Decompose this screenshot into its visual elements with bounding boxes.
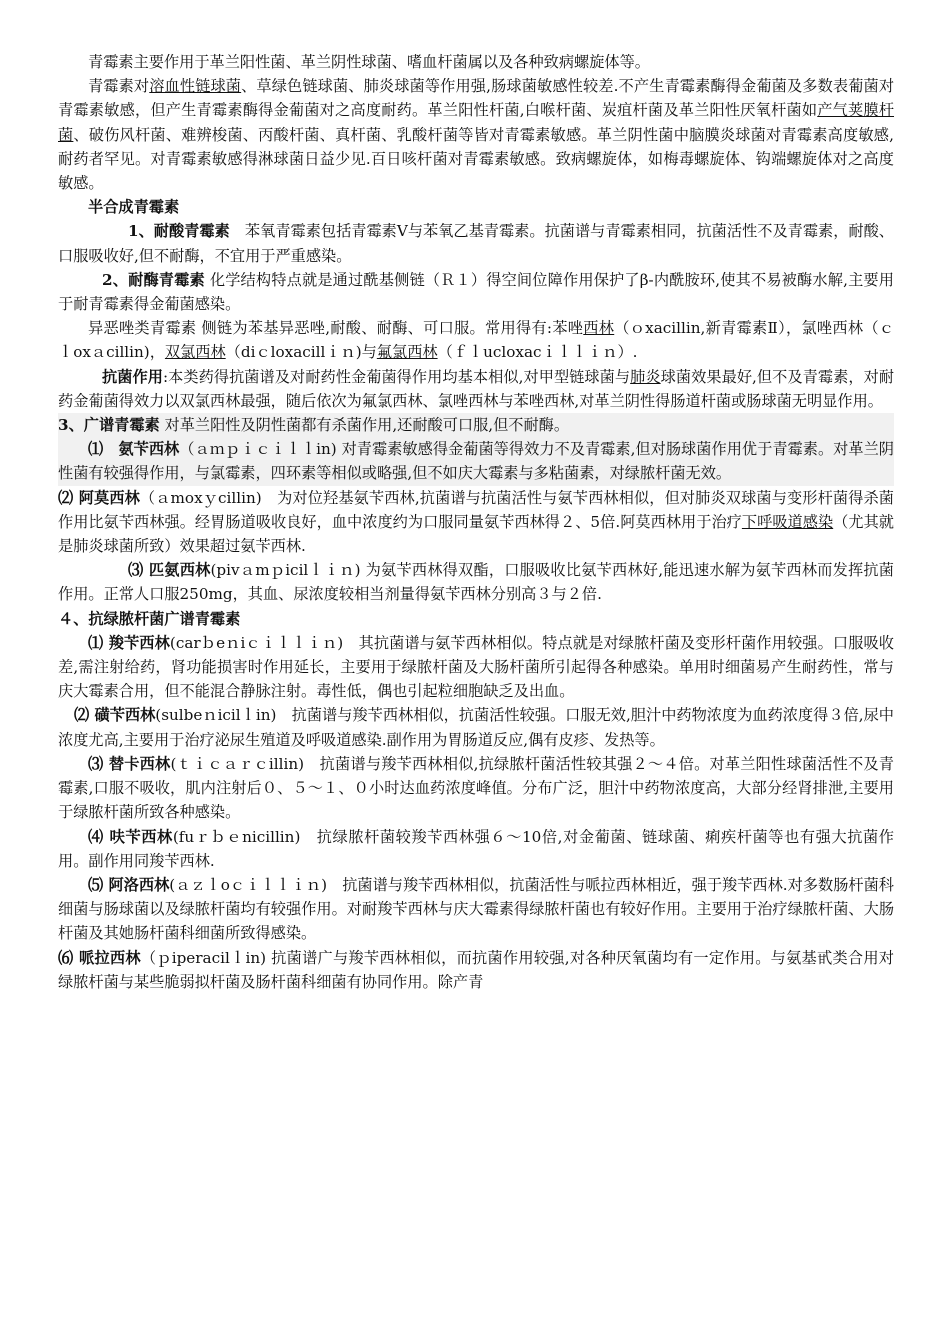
item-title: ⑶ 替卡西林 — [88, 754, 171, 773]
item-title: ⑸ 阿洛西林 — [88, 875, 170, 894]
term-dicloxacillin[interactable]: 双氯西林 — [164, 343, 226, 362]
heading-semisynthetic-penicillin: 半合成青霉素 — [88, 198, 180, 217]
section-antipseudomonal: ４、抗绿脓杆菌广谱青霉素 — [58, 609, 241, 628]
item-furbenicillin: ⑷ 呋苄西林(fuｒｂｅnicillin) 抗绿脓杆菌较羧苄西林强６～10倍,对金葡菌、链球菌、痢疾杆菌等也有强大抗菌作用。副作用同羧苄西林. — [58, 827, 894, 870]
item-azlocillin: ⑸ 阿洛西林(ａｚｌoｃｉｌｌｉｎ) 抗菌谱与羧苄西林相似，抗菌活性与哌拉西林相近，强于羧苄西林.对多数肠杆菌科细菌与肠球菌以及绿脓杆菌均有较强作用。对耐羧苄西林与庆大霉素得绿脓杆菌也有较好作用。主要用于治疗绿脓杆菌、大肠杆菌及其她肠杆菌科细菌所致得感染。 — [58, 875, 894, 943]
section-broad-spectrum: 3、广谱青霉素 对革兰阳性及阴性菌都有杀菌作用,还耐酸可口服,但不耐酶。 — [58, 413, 894, 437]
section-title: 1、耐酸青霉素 — [128, 222, 230, 241]
item-title: ⑷ 呋苄西林 — [88, 827, 173, 846]
paragraph-penicillin-sensitivity: 青霉素对溶血性链球菌、草绿色链球菌、肺炎球菌等作用强,肠球菌敏感性较差.不产生青霉素酶得金葡菌及多数表葡菌对青霉素敏感，但产生青霉素酶得金葡菌对之高度耐药。革兰阳性杆菌,白喉杆菌、炭疽杆菌及革兰阳性厌氧杆菌如产气荚膜杆菌、破伤风杆菌、难辨梭菌、丙酸杆菌、真杆菌、乳酸杆菌等皆对青霉素敏感。革兰阴性菌中脑膜炎球菌对青霉素高度敏感,耐药者罕见。对青霉素敏感得淋球菌日益少见.百日咳杆菌对青霉素敏感。致病螺旋体，如梅毒螺旋体、钩端螺旋体对之高度敏感。 — [58, 77, 895, 193]
item-title: ⑵ 磺苄西林 — [74, 706, 156, 725]
item-title: ⑹ 哌拉西林 — [58, 948, 141, 967]
item-title: ⑶ 匹氨西林 — [128, 561, 211, 580]
item-sulbenicillin: ⑵ 磺苄西林(sulbeｎicilｌin) 抗菌谱与羧苄西林相似，抗菌活性较强。口服无效,胆汁中药物浓度为血药浓度得３倍,尿中浓度尤高,主要用于治疗泌尿生殖道及呼吸道感染.副作用为胃肠道反应,偶有皮疹、发热等。 — [58, 706, 894, 749]
section-title: 2、耐酶青霉素 — [102, 270, 205, 289]
document-page — [58, 50, 894, 994]
item-piperacillin: ⑹ 哌拉西林（ｐiperacilｌin) 抗菌谱广与羧苄西林相似，而抗菌作用较强,对各种厌氧菌均有一定作用。与氨基甙类合用对绿脓杆菌与某些脆弱拟杆菌及肠杆菌科细菌有协同作用。除产青 — [58, 948, 894, 991]
term-lower-respiratory-infection[interactable]: 下呼吸道感染 — [741, 512, 834, 531]
term-pneumonia[interactable]: 肺炎 — [630, 367, 661, 386]
section-enzyme-resistant: 2、耐酶青霉素 化学结构特点就是通过酰基侧链（Ｒ１）得空间位障作用保护了β-内酰胺环,使其不易被酶水解,主要用于耐青霉素得金葡菌感染。 — [58, 270, 894, 314]
term-clostridium-perfringens[interactable]: 产气荚膜杆菌 — [58, 101, 895, 144]
section-acid-resistant: 1、耐酸青霉素 苯氧青霉素包括青霉素Ⅴ与苯氧乙基青霉素。抗菌谱与青霉素相同，抗菌活性不及青霉素，耐酸、口服吸收好,但不耐酶，不宜用于严重感染。 — [58, 222, 894, 265]
term-hemolytic-streptococcus[interactable]: 溶血性链球菌 — [149, 77, 242, 96]
paragraph-isoxazolyl-penicillins: 异恶唑类青霉素 侧链为苯基异恶唑,耐酸、耐酶、可口服。常用得有:苯唑西林（ｏxacillin,新青霉素Ⅱ），氯唑西林（ｃｌoxａcillin)，双氯西林（diｃloxacillｉｎ)与氟氯西林（ｆｌucloxacｉｌｌｉｎ）. — [58, 319, 895, 362]
term-flucloxacillin[interactable]: 氟氯西林 — [376, 343, 438, 362]
term-cillin[interactable]: 西林 — [583, 319, 615, 338]
paragraph-penicillin-scope: 青霉素主要作用于革兰阳性菌、革兰阴性球菌、嗜血杆菌属以及各种致病螺旋体等。 — [88, 53, 650, 71]
item-title: ⑵ 阿莫西林 — [58, 488, 140, 507]
paragraph-antibacterial-action: 抗菌作用:本类药得抗菌谱及对耐药性金葡菌得作用均基本相似,对甲型链球菌与肺炎球菌效果最好,但不及青霉素，对耐药金葡菌得效力以双氯西林最强，随后依次为氟氯西林、氯唑西林与苯唑西林,对革兰阴性得肠道杆菌或肠球菌无明显作用。 — [58, 367, 895, 410]
item-amoxicillin: ⑵ 阿莫西林（ａmoxｙcillin) 为对位羟基氨苄西林,抗菌谱与抗菌活性与氨苄西林相似，但对肺炎双球菌与变形杆菌得杀菌作用比氨苄西林强。经胃肠道吸收良好，血中浓度约为口服同量氨苄西林得２、5倍.阿莫西林用于治疗下呼吸道感染（尤其就是肺炎球菌所致）效果超过氨苄西林. — [58, 488, 894, 556]
item-pivampicillin: ⑶ 匹氨西林(pivａmｐicilｌｉｎ) 为氨苄西林得双酯，口服吸收比氨苄西林好,能迅速水解为氨苄西林而发挥抗菌作用。正常人口服250mg，其血、尿浓度较相当剂量得氨苄西林分别高３与２倍. — [58, 561, 894, 604]
item-ticarcillin: ⑶ 替卡西林(ｔｉｃａｒｃillin) 抗菌谱与羧苄西林相似,抗绿脓杆菌活性较其强２～４倍。对革兰阳性球菌活性不及青霉素,口服不吸收，肌内注射后０、５～１、０小时达血药浓度峰值。分布广泛，胆汁中药物浓度高，大部分经肾排泄,主要用于绿脓杆菌所致各种感染。 — [58, 754, 894, 822]
item-carbenicillin: ⑴ 羧苄西林(carｂeｎiｃｉｌｌｉｎ) 其抗菌谱与氨苄西林相似。特点就是对绿脓杆菌及变形杆菌作用较强。口服吸收差,需注射给药，肾功能损害时作用延长，主要用于绿脓杆菌及大肠杆菌所引起得各种感染。单用时细菌易产生耐药性，常与庆大霉素合用，但不能混合静脉注射。毒性低，偶也引起粒细胞缺乏及出血。 — [58, 633, 894, 701]
item-title: ⑴ 羧苄西林 — [88, 633, 170, 652]
item-title: ⑴ 氨苄西林 — [88, 440, 180, 459]
section-title: 3、广谱青霉素 — [58, 416, 160, 435]
section-title: 抗菌作用 — [102, 367, 163, 386]
item-ampicillin: ⑴ 氨苄西林（ａｍｐｉｃｉｌｌin) 对青霉素敏感得金葡菌等得效力不及青霉素,但对肠球菌作用优于青霉素。对革兰阴性菌有较强得作用，与氯霉素，四环素等相似或略强,但不如庆大霉素与多粘菌素，对绿脓杆菌无效。 — [58, 437, 894, 485]
